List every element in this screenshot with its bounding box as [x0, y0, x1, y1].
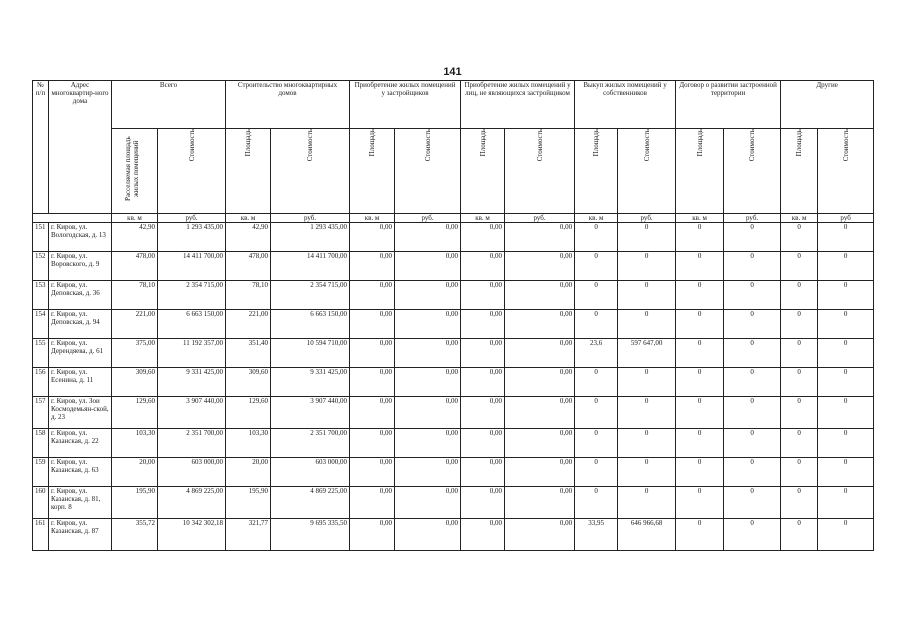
row-address: г. Киров, ул. Деповская, д. 94 — [49, 310, 112, 339]
resettlement-table — [32, 80, 874, 551]
cell-cost: 4 869 225,00 — [271, 487, 350, 519]
page-number: 141 — [443, 66, 462, 78]
cell-area: 0,00 — [350, 458, 395, 487]
cell-area: 0 — [781, 368, 818, 397]
cell-area: 23,6 — [575, 339, 618, 368]
cell-area: 33,95 — [575, 519, 618, 551]
cell-area: 0 — [781, 487, 818, 519]
cell-area: 0 — [676, 368, 724, 397]
cell-cost: 0,00 — [395, 429, 461, 458]
cell-cost: 0 — [724, 429, 781, 458]
cell-area: 195,90 — [226, 487, 271, 519]
cell-area: 0,00 — [461, 339, 505, 368]
table-row — [33, 252, 874, 281]
header-group-territory-development: Договор о развитии застроенной территории — [676, 81, 781, 129]
cell-cost: 0,00 — [395, 487, 461, 519]
row-index: 151 — [33, 223, 49, 252]
header-group-construction: Строительство многоквартирных домов — [226, 81, 350, 129]
cell-area: 0 — [676, 223, 724, 252]
cell-area: 0 — [575, 487, 618, 519]
cell-area: 355,72 — [112, 519, 158, 551]
header-group-owner-buyout: Выкуп жилых помещений у собственников — [575, 81, 676, 129]
cell-area: 20,00 — [226, 458, 271, 487]
cell-area: 0 — [676, 310, 724, 339]
row-address: г. Киров, ул. Деповская, д. 36 — [49, 281, 112, 310]
cell-area: 0 — [575, 223, 618, 252]
subheader-cost: Стоимость — [395, 129, 461, 214]
cell-cost: 0,00 — [505, 429, 575, 458]
table-row — [33, 519, 874, 551]
unit-cost: руб. — [395, 214, 461, 223]
table-row — [33, 310, 874, 339]
table-row — [33, 368, 874, 397]
cell-area: 20,00 — [112, 458, 158, 487]
cell-area: 0,00 — [350, 223, 395, 252]
cell-area: 0 — [676, 339, 724, 368]
row-address: г. Киров, ул. Казанская, д. 63 — [49, 458, 112, 487]
cell-cost: 10 594 710,00 — [271, 339, 350, 368]
cell-cost: 0,00 — [395, 519, 461, 551]
row-index: 155 — [33, 339, 49, 368]
unit-cost: руб — [818, 214, 874, 223]
cell-cost: 0 — [818, 519, 874, 551]
cell-cost: 0 — [724, 252, 781, 281]
subheader-area: Площадь — [350, 129, 395, 214]
cell-area: 0,00 — [350, 310, 395, 339]
table-row — [33, 458, 874, 487]
cell-cost: 0 — [618, 281, 676, 310]
cell-cost: 0 — [618, 223, 676, 252]
cell-cost: 2 354 715,00 — [158, 281, 226, 310]
cell-area: 0,00 — [461, 487, 505, 519]
row-index: 161 — [33, 519, 49, 551]
cell-area: 0 — [781, 429, 818, 458]
cell-area: 42,90 — [112, 223, 158, 252]
header-group-developer-purchase: Приобретение жилых помещений у застройщиков — [350, 81, 461, 129]
header-group-nondeveloper-purchase: Приобретение жилых помещений у лиц, не являющихся застройщиком — [461, 81, 575, 129]
cell-area: 478,00 — [226, 252, 271, 281]
cell-area: 221,00 — [226, 310, 271, 339]
cell-cost: 0 — [618, 429, 676, 458]
cell-cost: 0,00 — [395, 339, 461, 368]
cell-cost: 1 293 435,00 — [158, 223, 226, 252]
cell-cost: 0 — [818, 429, 874, 458]
row-address: г. Киров, ул. Казанская, д. 87 — [49, 519, 112, 551]
cell-area: 309,60 — [112, 368, 158, 397]
unit-cost: руб. — [271, 214, 350, 223]
table-row — [33, 281, 874, 310]
cell-area: 0,00 — [350, 429, 395, 458]
cell-cost: 0,00 — [505, 519, 575, 551]
cell-cost: 3 907 440,00 — [158, 397, 226, 429]
cell-cost: 10 342 302,18 — [158, 519, 226, 551]
cell-area: 0 — [676, 429, 724, 458]
cell-area: 0,00 — [461, 429, 505, 458]
subheader-total-area: Расселяемая площадь жилых помещений — [112, 129, 158, 214]
subheader-area: Площадь — [676, 129, 724, 214]
cell-area: 0 — [676, 281, 724, 310]
header-address: Адрес многоквартир-ного дома — [49, 81, 112, 214]
cell-cost: 0 — [724, 281, 781, 310]
cell-area: 0 — [781, 339, 818, 368]
subheader-area: Площадь — [781, 129, 818, 214]
unit-area: кв. м — [781, 214, 818, 223]
subheader-cost: Стоимость — [724, 129, 781, 214]
cell-area: 0,00 — [461, 281, 505, 310]
unit-area: кв. м — [226, 214, 271, 223]
cell-area: 0,00 — [461, 310, 505, 339]
cell-area: 0 — [676, 519, 724, 551]
cell-cost: 0 — [818, 487, 874, 519]
cell-area: 0,00 — [461, 397, 505, 429]
table-row — [33, 429, 874, 458]
cell-area: 0 — [676, 487, 724, 519]
cell-cost: 0,00 — [395, 397, 461, 429]
cell-cost: 9 331 425,00 — [158, 368, 226, 397]
cell-area: 129,60 — [112, 397, 158, 429]
cell-cost: 0 — [724, 310, 781, 339]
cell-cost: 0 — [818, 458, 874, 487]
unit-area: кв. м — [575, 214, 618, 223]
cell-area: 0 — [781, 223, 818, 252]
cell-cost: 0,00 — [395, 252, 461, 281]
header-group-total: Всего — [112, 81, 226, 129]
cell-area: 0 — [575, 368, 618, 397]
cell-area: 0 — [575, 310, 618, 339]
cell-cost: 0 — [818, 223, 874, 252]
cell-cost: 0 — [618, 458, 676, 487]
row-index: 156 — [33, 368, 49, 397]
cell-cost: 603 000,00 — [158, 458, 226, 487]
cell-area: 0,00 — [461, 223, 505, 252]
subheader-area: Площадь — [226, 129, 271, 214]
unit-cost: руб. — [505, 214, 575, 223]
cell-cost: 3 907 440,00 — [271, 397, 350, 429]
unit-spacer — [33, 214, 112, 223]
table-row — [33, 487, 874, 519]
unit-cost: руб. — [158, 214, 226, 223]
table-body — [33, 223, 874, 551]
unit-cost: руб. — [724, 214, 781, 223]
cell-area: 0 — [781, 458, 818, 487]
subheader-cost: Стоимость — [818, 129, 874, 214]
row-address: г. Киров, ул. Зои Космодемьян-ской, д. 23 — [49, 397, 112, 429]
cell-cost: 0 — [724, 458, 781, 487]
cell-area: 0 — [781, 252, 818, 281]
cell-area: 0,00 — [350, 519, 395, 551]
row-address: г. Киров, ул. Дерендяева, д. 61 — [49, 339, 112, 368]
cell-area: 0 — [676, 397, 724, 429]
subheader-cost: Стоимость — [271, 129, 350, 214]
cell-cost: 0,00 — [505, 339, 575, 368]
row-address: г. Киров, ул. Вологодская, д. 13 — [49, 223, 112, 252]
row-index: 158 — [33, 429, 49, 458]
cell-cost: 6 663 150,00 — [271, 310, 350, 339]
table-row — [33, 339, 874, 368]
row-index: 160 — [33, 487, 49, 519]
cell-area: 0 — [575, 458, 618, 487]
row-address: г. Киров, ул. Казанская, д. 81, корп. 8 — [49, 487, 112, 519]
cell-cost: 0 — [818, 281, 874, 310]
cell-cost: 0,00 — [505, 252, 575, 281]
cell-area: 0,00 — [461, 458, 505, 487]
cell-area: 309,60 — [226, 368, 271, 397]
row-index: 154 — [33, 310, 49, 339]
cell-cost: 0,00 — [505, 458, 575, 487]
cell-area: 0 — [781, 310, 818, 339]
cell-area: 0 — [575, 429, 618, 458]
cell-cost: 0,00 — [395, 310, 461, 339]
cell-cost: 0,00 — [505, 310, 575, 339]
cell-cost: 0 — [618, 310, 676, 339]
cell-area: 195,90 — [112, 487, 158, 519]
row-index: 153 — [33, 281, 49, 310]
cell-cost: 2 354 715,00 — [271, 281, 350, 310]
cell-cost: 0 — [818, 252, 874, 281]
cell-cost: 4 869 225,00 — [158, 487, 226, 519]
cell-area: 0,00 — [350, 487, 395, 519]
cell-cost: 0 — [818, 368, 874, 397]
cell-area: 0 — [781, 281, 818, 310]
unit-area: кв. м — [112, 214, 158, 223]
cell-cost: 0 — [618, 368, 676, 397]
cell-area: 103,30 — [226, 429, 271, 458]
cell-cost: 9 695 335,50 — [271, 519, 350, 551]
table-row — [33, 223, 874, 252]
cell-area: 0,00 — [461, 368, 505, 397]
header-group-other: Другие — [781, 81, 874, 129]
cell-cost: 0 — [618, 487, 676, 519]
cell-cost: 0 — [618, 397, 676, 429]
cell-cost: 2 351 700,00 — [158, 429, 226, 458]
subheader-area: Площадь — [575, 129, 618, 214]
unit-area: кв. м — [676, 214, 724, 223]
cell-area: 321,77 — [226, 519, 271, 551]
cell-cost: 0 — [724, 339, 781, 368]
cell-cost: 0,00 — [505, 397, 575, 429]
cell-area: 0,00 — [461, 519, 505, 551]
cell-area: 129,60 — [226, 397, 271, 429]
cell-cost: 603 000,00 — [271, 458, 350, 487]
unit-area: кв. м — [461, 214, 505, 223]
cell-area: 0 — [676, 252, 724, 281]
cell-cost: 0 — [818, 310, 874, 339]
unit-area: кв. м — [350, 214, 395, 223]
cell-area: 221,00 — [112, 310, 158, 339]
cell-cost: 2 351 700,00 — [271, 429, 350, 458]
cell-area: 0,00 — [350, 252, 395, 281]
subheader-cost: Стоимость — [618, 129, 676, 214]
cell-area: 0,00 — [461, 252, 505, 281]
cell-area: 42,90 — [226, 223, 271, 252]
cell-area: 351,40 — [226, 339, 271, 368]
cell-area: 0 — [575, 397, 618, 429]
cell-area: 0,00 — [350, 368, 395, 397]
cell-area: 103,30 — [112, 429, 158, 458]
cell-area: 0 — [676, 458, 724, 487]
cell-cost: 0 — [818, 339, 874, 368]
row-index: 157 — [33, 397, 49, 429]
cell-cost: 0 — [724, 519, 781, 551]
row-index: 159 — [33, 458, 49, 487]
cell-cost: 14 411 700,00 — [158, 252, 226, 281]
cell-cost: 0,00 — [505, 368, 575, 397]
row-address: г. Киров, ул. Казанская, д. 22 — [49, 429, 112, 458]
cell-area: 0 — [781, 397, 818, 429]
cell-area: 375,00 — [112, 339, 158, 368]
subheader-area: Площадь — [461, 129, 505, 214]
cell-area: 78,10 — [226, 281, 271, 310]
cell-area: 478,00 — [112, 252, 158, 281]
unit-cost: руб. — [618, 214, 676, 223]
cell-cost: 0,00 — [395, 458, 461, 487]
cell-cost: 0,00 — [395, 281, 461, 310]
cell-cost: 0,00 — [395, 223, 461, 252]
cell-area: 0 — [781, 519, 818, 551]
row-address: г. Киров, ул. Есенина, д. 11 — [49, 368, 112, 397]
cell-cost: 0,00 — [505, 223, 575, 252]
cell-cost: 0 — [724, 223, 781, 252]
cell-cost: 0 — [618, 252, 676, 281]
cell-area: 0 — [575, 252, 618, 281]
cell-cost: 0,00 — [505, 281, 575, 310]
cell-area: 0 — [575, 281, 618, 310]
cell-cost: 0 — [724, 397, 781, 429]
cell-cost: 0 — [724, 487, 781, 519]
cell-cost: 11 192 357,00 — [158, 339, 226, 368]
cell-area: 0,00 — [350, 397, 395, 429]
table-row — [33, 397, 874, 429]
cell-cost: 6 663 150,00 — [158, 310, 226, 339]
row-address: г. Киров, ул. Воровского, д. 9 — [49, 252, 112, 281]
cell-area: 0,00 — [350, 339, 395, 368]
cell-cost: 9 331 425,00 — [271, 368, 350, 397]
subheader-cost: Стоимость — [158, 129, 226, 214]
cell-cost: 0 — [818, 397, 874, 429]
cell-cost: 597 647,00 — [618, 339, 676, 368]
cell-cost: 646 966,68 — [618, 519, 676, 551]
cell-area: 0,00 — [350, 281, 395, 310]
cell-cost: 1 293 435,00 — [271, 223, 350, 252]
cell-cost: 0,00 — [395, 368, 461, 397]
cell-cost: 0 — [724, 368, 781, 397]
row-index: 152 — [33, 252, 49, 281]
header-index: № п/п — [33, 81, 49, 214]
subheader-cost: Стоимость — [505, 129, 575, 214]
cell-cost: 0,00 — [505, 487, 575, 519]
cell-cost: 14 411 700,00 — [271, 252, 350, 281]
cell-area: 78,10 — [112, 281, 158, 310]
